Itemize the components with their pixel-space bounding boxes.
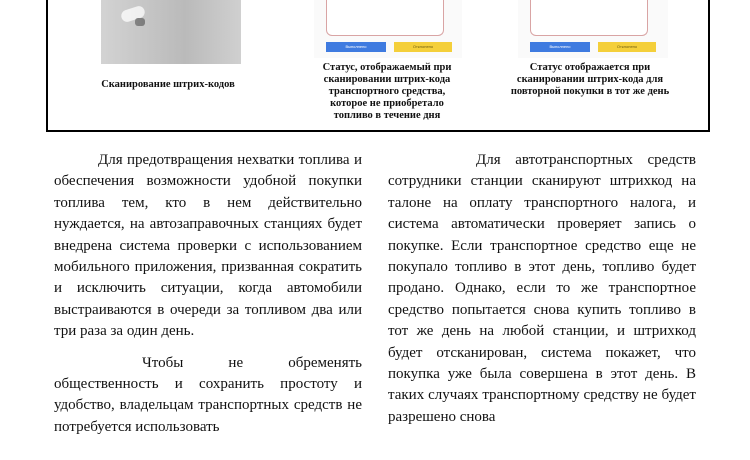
left-paragraph-2: Чтобы не обременять общественность и сохранить простоту и удобство, владельцам транспортных средств не потребуется использовать [54,354,362,435]
phone-screenshot-first-purchase [314,0,462,58]
right-paragraph-1: Для автотранспортных средств сотрудники станции сканируют штрихкод на талоне на оплату транспортного налога, и система автоматически проверяет запись о покупке. Если транспортное средство еще не покупало топливо в этот день, топливо будет продано. Однако, если то же транспортное средство попытается снова купить топливо в тот же день на любой станции, и штрихкод будет отсканирован, система покажет, что покупка уже была совершена в этот день. В таких случаях транспортному средству не будет разрешено снова [388,152,696,425]
left-paragraph-1: Для предотвращения нехватки топлива и обеспечения возможности удобной покупки топлива тем, кто в нем действительно нуждается, на автозаправочных станциях будет внедрена система проверки с использованием мобильного приложения, призванная сократить и исключить ситуации, когда автомобили выстраиваются в очереди за топливом два или три раза за один день. [54,152,362,340]
right-text-column [388,150,696,428]
phone-screenshot-repeat-purchase [518,0,668,58]
caption-barcode-scanning: Сканирование штрих-кодов [101,79,235,90]
photo-shade [101,0,241,64]
phone-confirm-button: Выполнено [326,42,386,52]
figure-frame [46,0,710,132]
left-text-column [54,150,362,438]
phone-reject-button: Отклонено [394,42,452,52]
phone-reject-button: Отклонено [598,42,656,52]
phone-screen [530,0,648,36]
phone-confirm-button: Выполнено [530,42,590,52]
phone-screen [326,0,444,36]
caption-first-purchase-status: Статус, отображаемый при сканировании штрих-кода транспортного средства, которое не приобретало топливо в течение дня [322,62,452,121]
barcode-scanning-photo [101,0,241,64]
caption-repeat-purchase-status: Статус отображается при сканировании штрих-кода для повторной покупки в тот же день [510,62,670,97]
